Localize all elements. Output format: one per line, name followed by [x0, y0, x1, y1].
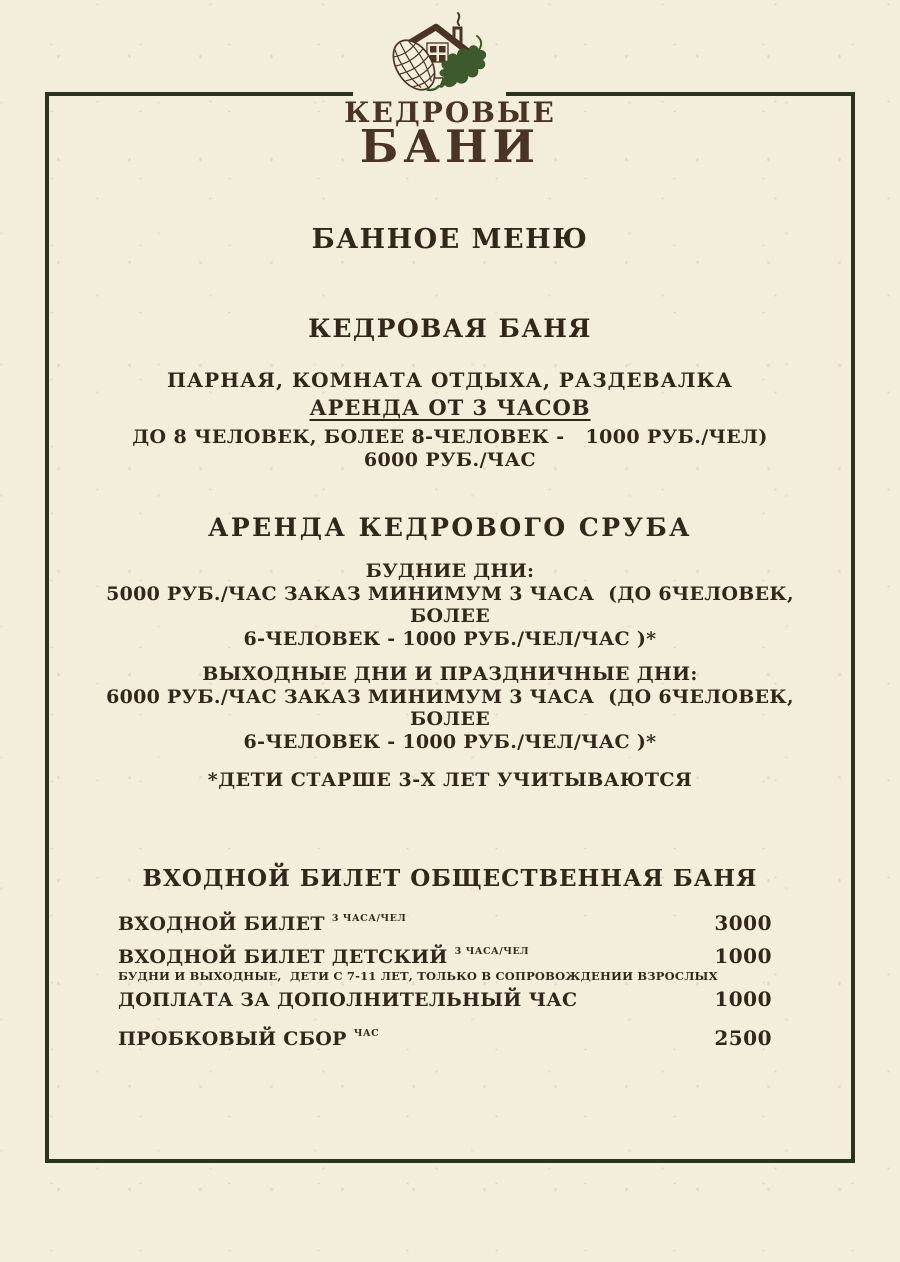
brand-name-line2: БАНИ [359, 120, 541, 173]
weekdays-line2: БОЛЕЕ [409, 605, 491, 628]
price-row-label [118, 1022, 379, 1051]
cedar-bath-rent-condition [45, 395, 855, 420]
weekends-label: ВЫХОДНЫЕ ДНИ И ПРАЗДНИЧНЫЕ ДНИ: [202, 663, 698, 685]
price-row-child-ticket [118, 940, 772, 983]
brand-name-line1: КЕДРОВЫЕ [344, 96, 556, 129]
frame-top-right-segment [506, 92, 855, 96]
price-row-label [118, 989, 577, 1012]
rent-condition-underlined-text: АРЕНДА ОТ 3 ЧАСОВ [309, 395, 591, 420]
cedar-bath-subtitle: ПАРНАЯ, КОМНАТА ОТДЫХА, РАЗДЕВАЛКА [166, 368, 734, 392]
label-text: ПРОБКОВЫЙ СБОР [118, 1028, 347, 1050]
children-footnote: *ДЕТИ СТАРШЕ 3-Х ЛЕТ УЧИТЫВАЮТСЯ [207, 769, 693, 791]
weekdays-line3: 6-ЧЕЛОВЕК - 1000 РУБ./ЧЕЛ/ЧАС )* [243, 627, 657, 650]
price-row-extra-hour [118, 987, 772, 1012]
unit-superscript: ЧАС [353, 1028, 380, 1039]
price-value: 2500 [714, 1026, 772, 1050]
price-row-note: БУДНИ И ВЫХОДНЫЕ, ДЕТИ С 7-11 ЛЕТ, ТОЛЬКО В СОПРОВОЖДЕНИИ ВЗРОСЛЫХ [118, 969, 718, 983]
label-text: ДОПЛАТА ЗА ДОПОЛНИТЕЛЬНЫЙ ЧАС [118, 989, 578, 1011]
price-value: 1000 [714, 987, 772, 1011]
cedar-cabin-weekdays-block [45, 560, 855, 650]
price-row-corkage-fee [118, 1022, 772, 1051]
cedar-bath-title: КЕДРОВАЯ БАНЯ [308, 314, 592, 343]
public-bath-title: ВХОДНОЙ БИЛЕТ ОБЩЕСТВЕННАЯ БАНЯ [142, 865, 758, 892]
cedar-cabin-title: АРЕНДА КЕДРОВОГО СРУБА [207, 513, 693, 542]
label-text: ВХОДНОЙ БИЛЕТ [118, 913, 325, 935]
label-text: ВХОДНОЙ БИЛЕТ ДЕТСКИЙ [118, 946, 448, 968]
price-row-entry-ticket [118, 907, 772, 936]
weekends-line3: 6-ЧЕЛОВЕК - 1000 РУБ./ЧЕЛ/ЧАС )* [243, 730, 657, 753]
unit-superscript: 3 ЧАСА/ЧЕЛ [331, 913, 407, 924]
price-value: 1000 [714, 944, 772, 968]
weekends-line2: БОЛЕЕ [409, 708, 491, 731]
weekends-line1: 6000 РУБ./ЧАС ЗАКАЗ МИНИМУМ 3 ЧАСА (ДО 6ЧЕЛОВЕК, [106, 685, 794, 708]
price-value: 3000 [714, 911, 772, 935]
price-row-label [118, 907, 406, 936]
unit-superscript: 3 ЧАСА/ЧЕЛ [454, 946, 530, 957]
cedar-cabin-weekends-block [45, 663, 855, 753]
pine-cone-house-oak-leaf-icon [383, 12, 501, 98]
weekdays-line1: 5000 РУБ./ЧАС ЗАКАЗ МИНИМУМ 3 ЧАСА (ДО 6ЧЕЛОВЕК, [106, 582, 794, 605]
cedar-bath-price-line: 6000 РУБ./ЧАС [363, 449, 537, 471]
frame-top-left-segment [45, 92, 353, 96]
cedar-bath-capacity-line: ДО 8 ЧЕЛОВЕК, БОЛЕЕ 8-ЧЕЛОВЕК - 1000 РУБ./ЧЕЛ) [132, 426, 768, 448]
weekdays-label: БУДНИЕ ДНИ: [365, 560, 535, 582]
menu-title: БАННОЕ МЕНЮ [311, 224, 589, 255]
price-row-label [118, 940, 529, 969]
